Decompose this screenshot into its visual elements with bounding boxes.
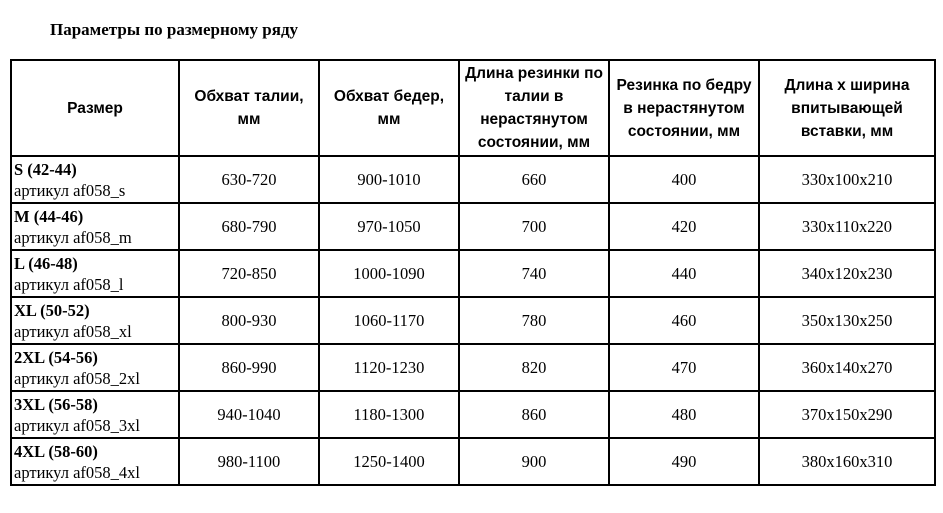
size-name: L (46-48) <box>14 253 78 273</box>
size-name: 2XL (54-56) <box>14 347 98 367</box>
thigh-band-cell: 490 <box>609 438 759 485</box>
header-waist: Обхват талии, мм <box>179 60 319 156</box>
hips-cell: 1060-1170 <box>319 297 459 344</box>
size-sku: артикул af058_xl <box>14 321 132 341</box>
thigh-band-cell: 420 <box>609 203 759 250</box>
size-name: XL (50-52) <box>14 300 90 320</box>
insert-cell: 380x160x310 <box>759 438 935 485</box>
hips-cell: 970-1050 <box>319 203 459 250</box>
waist-band-cell: 780 <box>459 297 609 344</box>
size-name: S (42-44) <box>14 159 77 179</box>
size-sku: артикул af058_3xl <box>14 415 140 435</box>
table-row <box>11 203 935 250</box>
insert-cell: 340x120x230 <box>759 250 935 297</box>
waist-cell: 860-990 <box>179 344 319 391</box>
thigh-band-cell: 470 <box>609 344 759 391</box>
size-cell <box>11 344 179 391</box>
size-sku: артикул af058_4xl <box>14 462 140 482</box>
hips-cell: 1180-1300 <box>319 391 459 438</box>
header-hips: Обхват бедер, мм <box>319 60 459 156</box>
insert-cell: 330x100x210 <box>759 156 935 203</box>
insert-cell: 360x140x270 <box>759 344 935 391</box>
header-thigh-band: Резинка по бедру в нерастянутом состоянии, мм <box>609 60 759 156</box>
size-name: M (44-46) <box>14 206 84 226</box>
waist-cell: 720-850 <box>179 250 319 297</box>
size-cell <box>11 391 179 438</box>
size-cell <box>11 156 179 203</box>
waist-band-cell: 860 <box>459 391 609 438</box>
header-waist-band: Длина резинки по талии в нерастянутом состоянии, мм <box>459 60 609 156</box>
thigh-band-cell: 400 <box>609 156 759 203</box>
table-row <box>11 156 935 203</box>
size-cell <box>11 250 179 297</box>
size-cell <box>11 438 179 485</box>
waist-cell: 800-930 <box>179 297 319 344</box>
hips-cell: 1250-1400 <box>319 438 459 485</box>
header-insert: Длина х ширина впитывающей вставки, мм <box>759 60 935 156</box>
size-table <box>10 59 936 486</box>
waist-band-cell: 700 <box>459 203 609 250</box>
table-row <box>11 297 935 344</box>
size-sku: артикул af058_l <box>14 274 124 294</box>
table-row <box>11 250 935 297</box>
insert-cell: 370x150x290 <box>759 391 935 438</box>
waist-cell: 630-720 <box>179 156 319 203</box>
thigh-band-cell: 480 <box>609 391 759 438</box>
size-sku: артикул af058_s <box>14 180 126 200</box>
table-row <box>11 344 935 391</box>
size-cell <box>11 203 179 250</box>
thigh-band-cell: 460 <box>609 297 759 344</box>
hips-cell: 1120-1230 <box>319 344 459 391</box>
size-name: 4XL (58-60) <box>14 441 98 461</box>
waist-cell: 940-1040 <box>179 391 319 438</box>
table-header-row <box>11 60 935 156</box>
waist-band-cell: 900 <box>459 438 609 485</box>
table-row <box>11 391 935 438</box>
table-row <box>11 438 935 485</box>
waist-band-cell: 820 <box>459 344 609 391</box>
waist-cell: 980-1100 <box>179 438 319 485</box>
waist-band-cell: 740 <box>459 250 609 297</box>
page-title: Параметры по размерному ряду <box>50 20 299 39</box>
header-size: Размер <box>11 60 179 156</box>
hips-cell: 1000-1090 <box>319 250 459 297</box>
size-cell <box>11 297 179 344</box>
thigh-band-cell: 440 <box>609 250 759 297</box>
size-sku: артикул af058_m <box>14 227 132 247</box>
insert-cell: 330x110x220 <box>759 203 935 250</box>
size-sku: артикул af058_2xl <box>14 368 140 388</box>
insert-cell: 350x130x250 <box>759 297 935 344</box>
waist-cell: 680-790 <box>179 203 319 250</box>
hips-cell: 900-1010 <box>319 156 459 203</box>
waist-band-cell: 660 <box>459 156 609 203</box>
size-name: 3XL (56-58) <box>14 394 98 414</box>
